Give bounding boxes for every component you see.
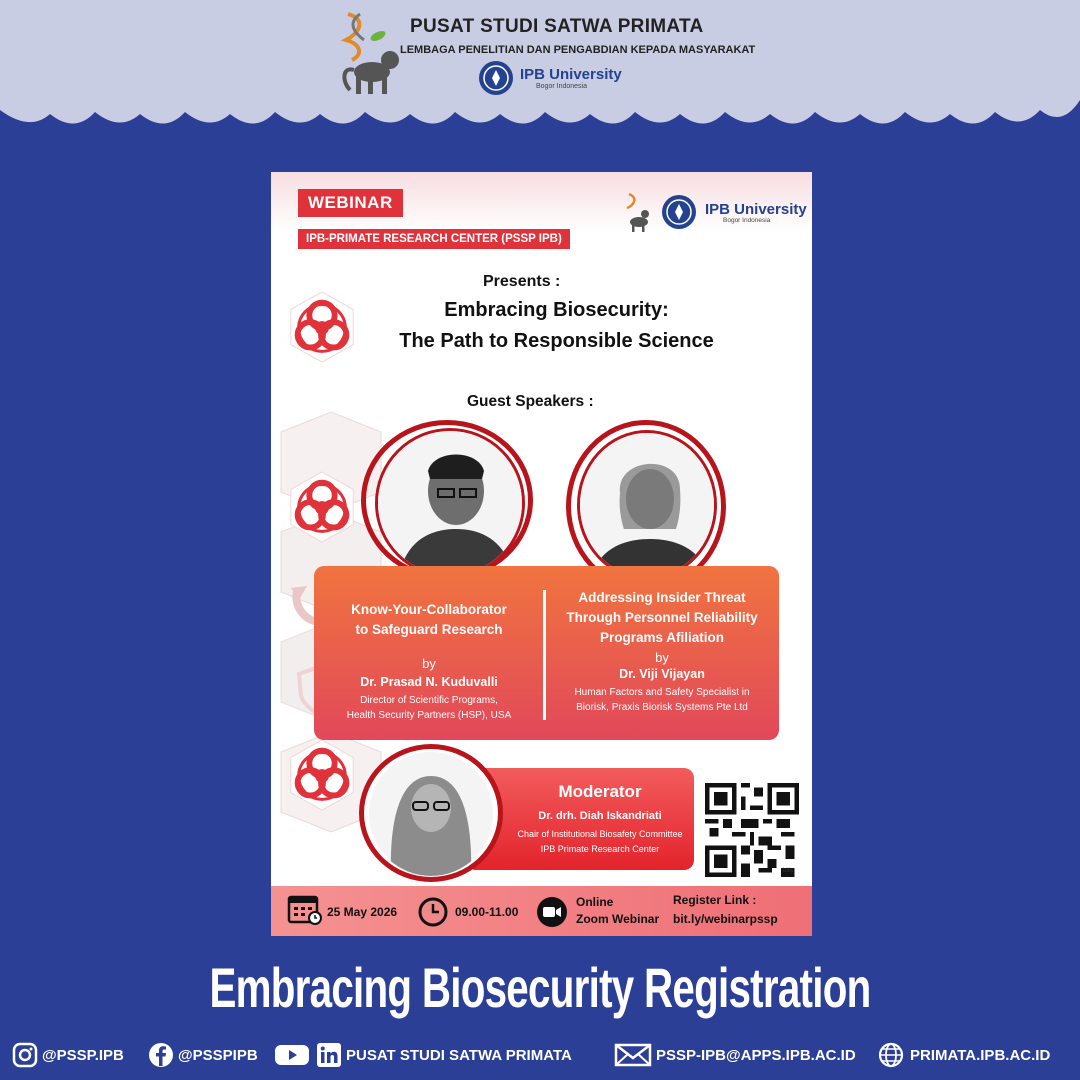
moderator-role-line2: IPB Primate Research Center	[540, 844, 660, 854]
webinar-poster	[271, 172, 812, 936]
facebook-handle: @PSSPIPB	[178, 1046, 258, 1064]
presents-label: Presents :	[483, 273, 561, 290]
biohazard-icon	[283, 736, 361, 814]
social-facebook[interactable]	[148, 1042, 258, 1068]
speaker1-topic-line1: Know-Your-Collaborator	[351, 602, 507, 617]
website-url: PRIMATA.IPB.AC.ID	[910, 1046, 1051, 1064]
register-label: Register Link :	[673, 893, 757, 907]
clock-icon	[417, 896, 449, 928]
instagram-handle: @PSSP.IPB	[42, 1046, 124, 1064]
header-title: PUSAT STUDI SATWA PRIMATA	[410, 16, 704, 37]
ipb-seal-icon	[661, 194, 697, 230]
ipb-seal-icon	[478, 60, 514, 96]
guest-speakers-heading: Guest Speakers :	[467, 393, 594, 410]
social-instagram[interactable]	[12, 1042, 124, 1068]
qr-label: bitly	[783, 868, 794, 874]
social-youtube-linkedin[interactable]	[274, 1042, 572, 1068]
social-email[interactable]	[614, 1042, 856, 1068]
event-time: 09.00-11.00	[455, 905, 519, 919]
email-icon	[614, 1042, 652, 1068]
speaker2-topic-line2: Through Personnel Reliability	[566, 610, 758, 625]
page-headline: Embracing Biosecurity Registration	[209, 956, 871, 1019]
zoom-video-icon	[536, 896, 568, 928]
header-ipb-sub: Bogor Indonesia	[536, 83, 587, 90]
moderator-role	[466, 827, 706, 857]
speaker1-role-line1: Director of Scientific Programs,	[360, 695, 498, 706]
person-silhouette-icon	[580, 433, 717, 580]
register-link[interactable]: bit.ly/webinarpssp	[673, 912, 778, 926]
speaker1-by: by	[422, 656, 436, 671]
speaker2-topic-line1: Addressing Insider Threat	[578, 590, 746, 605]
poster-ipb-name: IPB University	[705, 201, 807, 218]
facebook-icon	[148, 1042, 174, 1068]
moderator-name: Dr. drh. Diah Iskandriati	[538, 810, 662, 822]
speaker1-role-line2: Health Security Partners (HSP), USA	[346, 710, 512, 721]
email-address: PSSP-IPB@APPS.IPB.AC.ID	[656, 1046, 856, 1064]
event-date: 25 May 2026	[327, 905, 398, 919]
moderator-role-line1: Chair of Institutional Biosafety Committee	[517, 829, 683, 839]
youtube-icon	[274, 1042, 312, 1068]
calendar-icon	[287, 892, 323, 926]
speaker1-photo	[375, 428, 525, 578]
globe-icon	[878, 1042, 906, 1068]
qr-code[interactable]	[705, 783, 799, 877]
linkedin-name: PUSAT STUDI SATWA PRIMATA	[346, 1046, 572, 1064]
center-badge: IPB-PRIMATE RESEARCH CENTER (PSSP IPB)	[298, 229, 570, 249]
speaker2-by: by	[655, 650, 669, 665]
header-ipb-name: IPB University	[520, 66, 622, 83]
speaker2-role-line1: Human Factors and Safety Specialist in	[574, 687, 750, 698]
event-platform: Zoom Webinar	[576, 912, 660, 926]
linkedin-icon	[316, 1042, 342, 1068]
person-silhouette-icon	[378, 431, 525, 578]
webinar-title-line2: The Path to Responsible Science	[399, 330, 714, 352]
speaker2-photo	[577, 430, 717, 580]
header-subtitle: LEMBAGA PENELITIAN DAN PENGABDIAN KEPADA MASYARAKAT	[400, 44, 756, 56]
speaker2-info	[547, 588, 777, 715]
event-online: Online	[576, 895, 614, 909]
instagram-icon	[12, 1042, 38, 1068]
speaker1-topic-line2: to Safeguard Research	[355, 622, 503, 637]
webinar-badge: WEBINAR	[298, 189, 403, 217]
biohazard-icon	[283, 468, 361, 546]
webinar-title-line1: Embracing Biosecurity:	[444, 299, 669, 321]
poster-ipb-sub: Bogor Indonesia	[723, 217, 771, 224]
speaker2-role-line2: Biorisk, Praxis Biorisk Systems Pte Ltd	[576, 702, 748, 713]
speaker1-name: Dr. Prasad N. Kuduvalli	[360, 675, 498, 689]
speaker2-topic-line3: Programs Afiliation	[599, 630, 725, 645]
moderator-heading: Moderator	[558, 782, 642, 801]
speakers-divider	[543, 590, 546, 720]
speaker1-info	[319, 600, 539, 723]
pssp-small-logo-icon	[623, 192, 651, 232]
speaker2-name: Dr. Viji Vijayan	[619, 667, 705, 681]
social-website[interactable]	[878, 1042, 1050, 1068]
